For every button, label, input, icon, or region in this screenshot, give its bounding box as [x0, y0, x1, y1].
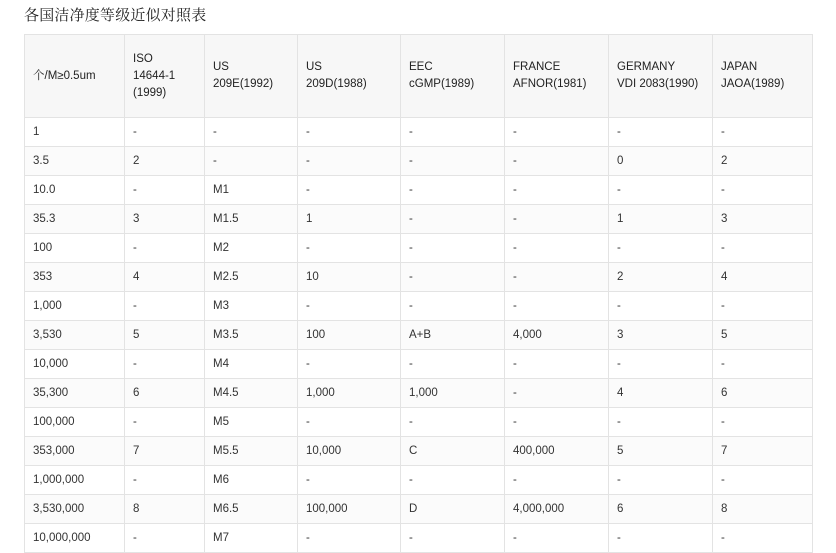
table-cell: - — [609, 466, 713, 495]
cleanliness-class-comparison-table — [24, 34, 813, 553]
table-cell: - — [298, 118, 401, 147]
table-cell: 100 — [298, 321, 401, 350]
column-header-line: VDI 2083(1990) — [617, 78, 699, 90]
table-cell: 10 — [298, 263, 401, 292]
table-cell: 4 — [609, 379, 713, 408]
column-header-3 — [298, 35, 401, 118]
table-cell: - — [609, 118, 713, 147]
table-cell: - — [713, 524, 813, 553]
row-label-cell: 100,000 — [25, 408, 125, 437]
table-cell: - — [401, 205, 505, 234]
row-label-cell: 10.0 — [25, 176, 125, 205]
column-header-line: ISO — [133, 52, 153, 65]
column-header-5 — [505, 35, 609, 118]
table-cell: - — [713, 350, 813, 379]
table-cell: - — [505, 379, 609, 408]
table-cell: 1,000 — [298, 379, 401, 408]
table-cell: - — [505, 205, 609, 234]
row-label-cell: 35,300 — [25, 379, 125, 408]
table-cell: - — [609, 292, 713, 321]
table-cell: 10,000 — [298, 437, 401, 466]
table-cell: - — [401, 466, 505, 495]
table-cell: - — [505, 466, 609, 495]
table-cell: - — [298, 524, 401, 553]
table-cell: - — [505, 350, 609, 379]
table-cell: - — [713, 292, 813, 321]
row-label-cell: 10,000,000 — [25, 524, 125, 553]
table-cell: - — [298, 292, 401, 321]
column-header-4 — [401, 35, 505, 118]
table-cell: - — [401, 408, 505, 437]
row-label-cell: 353 — [25, 263, 125, 292]
table-cell: 3 — [713, 205, 813, 234]
table-row — [25, 118, 813, 147]
table-cell: - — [609, 234, 713, 263]
column-header-line: JAOA(1989) — [721, 78, 785, 90]
column-header-0 — [25, 35, 125, 118]
table-row — [25, 379, 813, 408]
table-row — [25, 292, 813, 321]
table-cell: M6.5 — [205, 495, 298, 524]
table-cell: A+B — [401, 321, 505, 350]
column-header-6 — [609, 35, 713, 118]
table-cell: M6 — [205, 466, 298, 495]
table-container — [24, 34, 812, 553]
column-header-line: GERMANY — [617, 61, 676, 73]
column-header-line: cGMP(1989) — [409, 78, 475, 90]
table-cell: - — [505, 292, 609, 321]
table-cell: 8 — [713, 495, 813, 524]
table-cell: - — [713, 118, 813, 147]
table-cell: 2 — [609, 263, 713, 292]
column-header-line: US — [213, 61, 229, 73]
table-cell: 1 — [609, 205, 713, 234]
table-cell: 2 — [713, 147, 813, 176]
table-cell: - — [609, 176, 713, 205]
table-cell: D — [401, 495, 505, 524]
table-cell: M4.5 — [205, 379, 298, 408]
column-header-line: EEC — [409, 61, 433, 73]
row-label-cell: 353,000 — [25, 437, 125, 466]
table-cell: 8 — [125, 495, 205, 524]
column-header-7 — [713, 35, 813, 118]
table-cell: 5 — [609, 437, 713, 466]
table-row — [25, 350, 813, 379]
column-header-1 — [125, 35, 205, 118]
column-header-line: FRANCE — [513, 61, 561, 73]
table-cell: - — [505, 118, 609, 147]
table-cell: - — [298, 234, 401, 263]
table-row — [25, 147, 813, 176]
column-header-line: 209E(1992) — [213, 78, 274, 90]
table-cell: 4 — [125, 263, 205, 292]
table-row — [25, 466, 813, 495]
table-cell: - — [401, 292, 505, 321]
table-cell: 7 — [125, 437, 205, 466]
table-cell: 5 — [125, 321, 205, 350]
table-cell: 6 — [713, 379, 813, 408]
table-cell: 7 — [713, 437, 813, 466]
table-cell: - — [125, 118, 205, 147]
row-label-cell: 35.3 — [25, 205, 125, 234]
table-cell: - — [298, 176, 401, 205]
column-header-line: 14644-1 — [133, 69, 176, 82]
table-cell: - — [125, 350, 205, 379]
table-cell: M2.5 — [205, 263, 298, 292]
table-cell: 6 — [609, 495, 713, 524]
column-header-line: JAPAN — [721, 61, 758, 73]
table-cell: - — [401, 147, 505, 176]
table-cell: 5 — [713, 321, 813, 350]
table-cell: M3.5 — [205, 321, 298, 350]
table-cell: - — [401, 263, 505, 292]
table-cell: 2 — [125, 147, 205, 176]
table-row — [25, 263, 813, 292]
table-cell: - — [401, 176, 505, 205]
table-body — [25, 118, 813, 553]
table-cell: - — [125, 176, 205, 205]
table-cell: M2 — [205, 234, 298, 263]
table-cell: - — [298, 350, 401, 379]
column-header-line: US — [306, 61, 322, 73]
table-cell: 400,000 — [505, 437, 609, 466]
table-cell: M7 — [205, 524, 298, 553]
row-label-cell: 3,530,000 — [25, 495, 125, 524]
table-row — [25, 176, 813, 205]
table-cell: - — [205, 118, 298, 147]
column-header-line: (1999) — [133, 86, 167, 99]
table-cell: - — [125, 292, 205, 321]
table-cell: - — [298, 147, 401, 176]
table-cell: - — [713, 176, 813, 205]
row-label-cell: 3.5 — [25, 147, 125, 176]
table-cell: M1.5 — [205, 205, 298, 234]
table-cell: - — [401, 350, 505, 379]
table-row — [25, 205, 813, 234]
row-label-cell: 1,000 — [25, 292, 125, 321]
table-cell: 6 — [125, 379, 205, 408]
table-cell: - — [505, 408, 609, 437]
table-cell: - — [401, 524, 505, 553]
table-cell: - — [125, 234, 205, 263]
table-cell: M5 — [205, 408, 298, 437]
row-label-cell: 1 — [25, 118, 125, 147]
table-cell: - — [609, 408, 713, 437]
table-cell: 1 — [298, 205, 401, 234]
table-row — [25, 495, 813, 524]
table-header — [25, 35, 813, 118]
table-cell: - — [505, 176, 609, 205]
column-header-line: AFNOR(1981) — [513, 78, 587, 90]
table-cell: 1,000 — [401, 379, 505, 408]
table-row — [25, 437, 813, 466]
table-cell: M5.5 — [205, 437, 298, 466]
row-label-cell: 10,000 — [25, 350, 125, 379]
table-row — [25, 524, 813, 553]
table-cell: - — [125, 524, 205, 553]
table-cell: 0 — [609, 147, 713, 176]
table-cell: - — [713, 466, 813, 495]
column-header-line: 个/M≥0.5um — [33, 69, 96, 82]
table-cell: - — [713, 408, 813, 437]
table-cell: C — [401, 437, 505, 466]
table-cell: 3 — [125, 205, 205, 234]
table-cell: - — [609, 524, 713, 553]
table-cell: - — [401, 118, 505, 147]
table-cell: - — [609, 350, 713, 379]
table-cell: M3 — [205, 292, 298, 321]
table-cell: 4,000,000 — [505, 495, 609, 524]
table-cell: - — [505, 524, 609, 553]
table-cell: 4,000 — [505, 321, 609, 350]
table-cell: - — [125, 466, 205, 495]
table-cell: - — [505, 263, 609, 292]
table-cell: 3 — [609, 321, 713, 350]
page-title: 各国洁净度等级近似对照表 — [24, 7, 207, 24]
table-cell: - — [298, 408, 401, 437]
table-row — [25, 408, 813, 437]
table-header-row — [25, 35, 813, 118]
table-cell: M4 — [205, 350, 298, 379]
table-row — [25, 321, 813, 350]
table-row — [25, 234, 813, 263]
table-cell: - — [205, 147, 298, 176]
column-header-line: 209D(1988) — [306, 78, 367, 90]
table-cell: - — [125, 408, 205, 437]
table-cell: - — [298, 466, 401, 495]
table-cell: - — [713, 234, 813, 263]
row-label-cell: 3,530 — [25, 321, 125, 350]
column-header-2 — [205, 35, 298, 118]
table-cell: 100,000 — [298, 495, 401, 524]
table-cell: - — [401, 234, 505, 263]
row-label-cell: 100 — [25, 234, 125, 263]
table-cell: - — [505, 234, 609, 263]
table-cell: M1 — [205, 176, 298, 205]
row-label-cell: 1,000,000 — [25, 466, 125, 495]
table-cell: - — [505, 147, 609, 176]
table-cell: 4 — [713, 263, 813, 292]
